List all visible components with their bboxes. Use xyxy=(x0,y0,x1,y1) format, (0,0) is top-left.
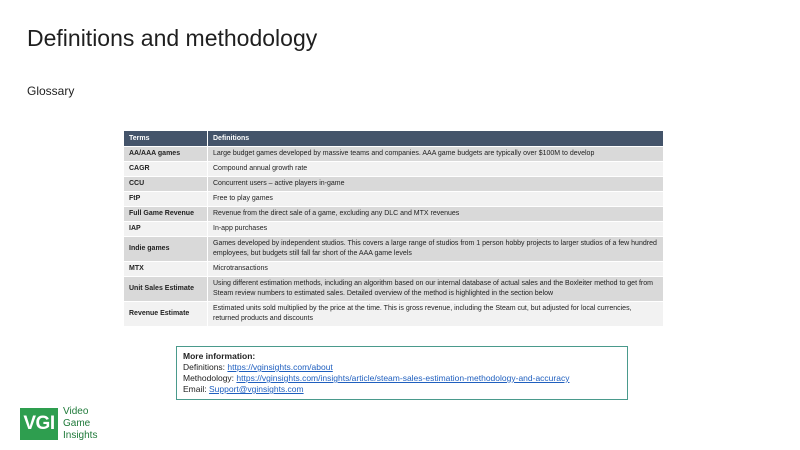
term-cell: FtP xyxy=(124,192,207,206)
more-information-box xyxy=(176,346,628,400)
term-cell: Revenue Estimate xyxy=(124,302,207,326)
definition-cell: Revenue from the direct sale of a game, excluding any DLC and MTX revenues xyxy=(207,207,663,221)
vgi-logo xyxy=(20,406,97,442)
email-link[interactable]: Support@vginsights.com xyxy=(208,384,304,394)
term-cell: MTX xyxy=(124,262,207,276)
logo-line-2: Game xyxy=(63,418,91,429)
email-line xyxy=(183,384,621,395)
email-label: Email: xyxy=(183,384,209,394)
table-row xyxy=(124,277,663,301)
table-row xyxy=(124,177,663,191)
table-row xyxy=(124,162,663,176)
term-cell: AA/AAA games xyxy=(124,147,207,161)
definitions-line xyxy=(183,362,621,373)
definition-cell: Free to play games xyxy=(207,192,663,206)
header-definitions: Definitions xyxy=(207,131,663,146)
glossary-header-row xyxy=(124,131,663,146)
term-cell: Full Game Revenue xyxy=(124,207,207,221)
definition-cell: In-app purchases xyxy=(207,222,663,236)
definition-cell: Large budget games developed by massive teams and companies. AAA game budgets are typically over $100M to develop xyxy=(207,147,663,161)
definition-cell: Compound annual growth rate xyxy=(207,162,663,176)
info-title: More information: xyxy=(183,351,256,361)
term-cell: CAGR xyxy=(124,162,207,176)
table-row xyxy=(124,147,663,161)
definition-cell: Using different estimation methods, including an algorithm based on our internal database of actual sales and the Boxleiter method to get from Steam review numbers to estimated sales. Detailed overview of the method is highlighted in the section below xyxy=(207,277,663,301)
definition-cell: Games developed by independent studios. This covers a large range of studios from 1 person hobby projects to larger studios of a few hundred employees, but budgets still fall far short of the AAA game levels xyxy=(207,237,663,261)
table-row xyxy=(124,262,663,276)
table-row xyxy=(124,207,663,221)
section-subtitle: Glossary xyxy=(27,84,75,98)
definitions-label: Definitions: xyxy=(183,362,228,372)
page-title: Definitions and methodology xyxy=(27,25,318,51)
logo-line-3: Insights xyxy=(63,430,98,441)
table-row xyxy=(124,222,663,236)
term-cell: IAP xyxy=(124,222,207,236)
term-cell: Unit Sales Estimate xyxy=(124,277,207,301)
definition-cell: Microtransactions xyxy=(207,262,663,276)
header-terms: Terms xyxy=(124,131,207,146)
term-cell: Indie games xyxy=(124,237,207,261)
methodology-link[interactable]: https://vginsights.com/insights/article/steam-sales-estimation-methodology-and-accuracy xyxy=(236,373,570,383)
logo-wordmark xyxy=(63,406,97,442)
table-row xyxy=(124,237,663,261)
table-row xyxy=(124,302,663,326)
definition-cell: Estimated units sold multiplied by the price at the time. This is gross revenue, including the Steam cut, but adjusted for local currencies, returned products and discounts xyxy=(207,302,663,326)
glossary-table xyxy=(124,130,663,327)
term-cell: CCU xyxy=(124,177,207,191)
definition-cell: Concurrent users – active players in-game xyxy=(207,177,663,191)
logo-line-1: Video xyxy=(63,406,89,417)
logo-mark: VGI xyxy=(20,408,58,440)
table-row xyxy=(124,192,663,206)
methodology-line xyxy=(183,373,621,384)
methodology-label: Methodology: xyxy=(183,373,237,383)
definitions-link[interactable]: https://vginsights.com/about xyxy=(227,362,333,372)
